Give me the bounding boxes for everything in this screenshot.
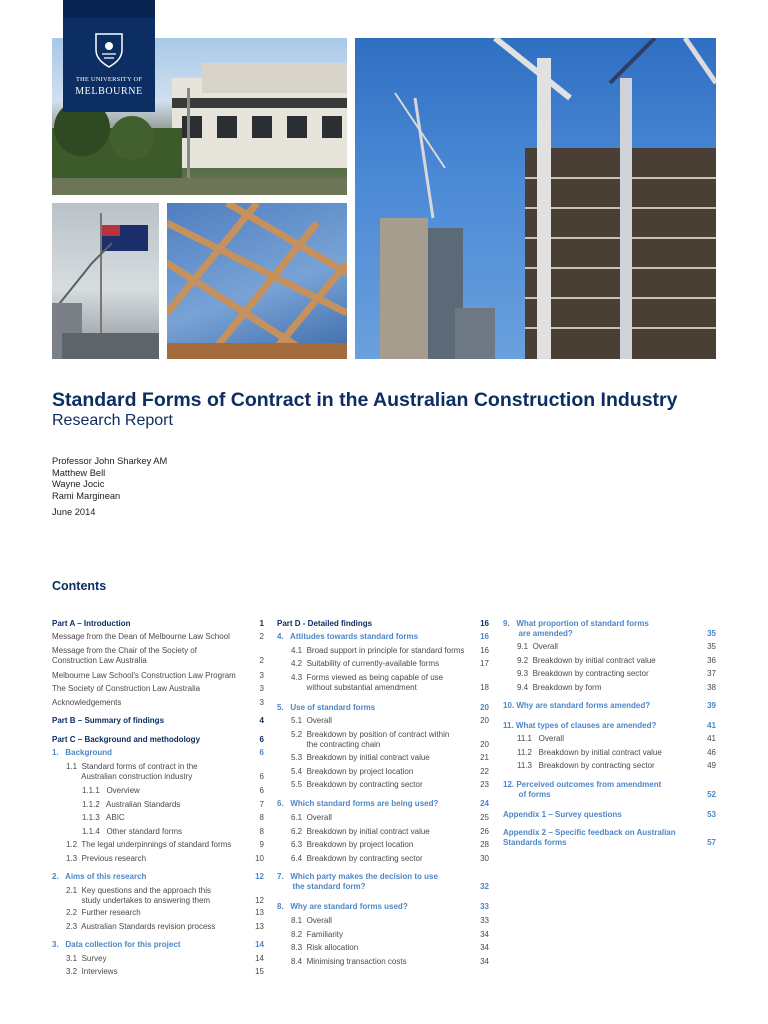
toc-page-number: 38 xyxy=(707,683,716,692)
toc-page-number: 41 xyxy=(707,721,716,730)
toc-page-number: 13 xyxy=(255,908,264,917)
toc-page-number: 26 xyxy=(480,827,489,836)
logo-top-strip xyxy=(63,0,155,18)
logo-line-1: THE UNIVERSITY OF xyxy=(75,76,143,83)
toc-page-number: 6 xyxy=(259,786,264,795)
toc-entry-title: Part C – Background and methodology xyxy=(52,735,201,744)
toc-entry-title: Acknowledgements xyxy=(52,698,122,707)
toc-entry-title: 1. Background xyxy=(52,748,113,757)
toc-entry-title: 9.1 Overall xyxy=(517,642,558,651)
toc-page-number: 1 xyxy=(259,619,264,628)
toc-entry-title: 9. What proportion of standard forms are amended? xyxy=(503,619,649,638)
toc-entry-title: 2.1 Key questions and the approach this study undertakes to answering them xyxy=(66,886,211,905)
toc-entry-title: 3.2 Interviews xyxy=(66,967,118,976)
toc-page-number: 10 xyxy=(255,854,264,863)
toc-entry-title-cont: the standard form? xyxy=(277,881,366,891)
toc-page-number: 33 xyxy=(480,902,489,911)
toc-page-number: 14 xyxy=(255,940,264,949)
toc-entry-title: The Society of Construction Law Australia xyxy=(52,684,201,693)
toc-entry-title: 7. Which party makes the decision to use the standard form? xyxy=(277,872,438,891)
toc-page-number: 41 xyxy=(707,734,716,743)
toc-entry-title: 1.1.4 Other standard forms xyxy=(82,827,183,836)
contents-heading: Contents xyxy=(52,579,107,593)
toc-page-number: 28 xyxy=(480,840,489,849)
toc-page-number: 12 xyxy=(255,895,264,905)
toc-page-number: 3 xyxy=(259,698,264,707)
toc-entry-title: 6.2 Breakdown by initial contract value xyxy=(291,827,430,836)
toc-page-number: 4 xyxy=(259,716,264,725)
toc-page-number: 6 xyxy=(259,771,264,781)
toc-entry-title: 2.2 Further research xyxy=(66,908,141,917)
toc-entry-title: 5.2 Breakdown by position of contract within the contracting chain xyxy=(291,730,450,749)
toc-entry-title: 3. Data collection for this project xyxy=(52,940,181,949)
toc-page-number: 2 xyxy=(259,655,264,665)
toc-page-number: 3 xyxy=(259,684,264,693)
toc-entry-title: 11.2 Breakdown by initial contract value xyxy=(517,748,662,757)
toc-entry-title: 11.3 Breakdown by contracting sector xyxy=(517,761,655,770)
toc-page-number: 32 xyxy=(480,881,489,891)
toc-page-number: 33 xyxy=(480,916,489,925)
toc-page-number: 35 xyxy=(707,642,716,651)
toc-page-number: 53 xyxy=(707,810,716,819)
toc-page-number: 17 xyxy=(480,659,489,668)
logo-line-2: MELBOURNE xyxy=(75,86,143,97)
toc-entry-title: 8.2 Familiarity xyxy=(291,930,344,939)
toc-page-number: 8 xyxy=(259,827,264,836)
toc-entry-title-cont: of forms xyxy=(503,789,551,799)
toc-page-number: 7 xyxy=(259,800,264,809)
toc-page-number: 12 xyxy=(255,872,264,881)
toc-page-number: 25 xyxy=(480,813,489,822)
toc-entry-title: 1.1 Standard forms of contract in the Australian construction industry xyxy=(66,762,198,781)
toc-entry-title: 5.3 Breakdown by initial contract value xyxy=(291,753,430,762)
toc-page-number: 39 xyxy=(707,701,716,710)
toc-page-number: 3 xyxy=(259,671,264,680)
toc-page-number: 20 xyxy=(480,716,489,725)
toc-entry-title: 8.1 Overall xyxy=(291,916,332,925)
toc-entry-title-cont: Australian construction industry xyxy=(66,771,193,781)
toc-entry-title: 4.3 Forms viewed as being capable of use without substantial amendment xyxy=(291,673,444,692)
toc-page-number: 57 xyxy=(707,837,716,847)
toc-entry-title: 11.1 Overall xyxy=(517,734,564,743)
toc-page-number: 9 xyxy=(259,840,264,849)
toc-entry-title: 8.3 Risk allocation xyxy=(291,943,359,952)
report-subtitle: Research Report xyxy=(52,412,173,429)
toc-entry-title: 10. Why are standard forms amended? xyxy=(503,701,651,710)
toc-entry-title: 1.3 Previous research xyxy=(66,854,147,863)
toc-entry-title: 5. Use of standard forms xyxy=(277,703,376,712)
toc-entry-title: 1.2 The legal underpinnings of standard forms xyxy=(66,840,232,849)
toc-entry-title: 6.4 Breakdown by contracting sector xyxy=(291,854,423,863)
toc-page-number: 34 xyxy=(480,957,489,966)
toc-page-number: 13 xyxy=(255,922,264,931)
toc-page-number: 16 xyxy=(480,632,489,641)
toc-page-number: 36 xyxy=(707,656,716,665)
toc-entry-title: 3.1 Survey xyxy=(66,954,107,963)
toc-page-number: 52 xyxy=(707,789,716,799)
author-list xyxy=(52,456,167,502)
toc-entry-title-cont: without substantial amendment xyxy=(291,682,417,692)
toc-entry-title-cont: Construction Law Australia xyxy=(52,655,147,665)
toc-page-number: 24 xyxy=(480,799,489,808)
author-name: Rami Marginean xyxy=(52,490,121,501)
author-name: Matthew Bell xyxy=(52,467,106,478)
crest-icon xyxy=(94,32,124,68)
toc-page-number: 30 xyxy=(480,854,489,863)
toc-page-number: 16 xyxy=(480,619,489,628)
toc-page-number: 20 xyxy=(480,739,489,749)
toc-page-number: 14 xyxy=(255,954,264,963)
toc-page-number: 46 xyxy=(707,748,716,757)
toc-entry-title: 2.3 Australian Standards revision process xyxy=(66,922,216,931)
author-name: Professor John Sharkey AM xyxy=(52,456,168,466)
toc-entry-title: Message from the Dean of Melbourne Law School xyxy=(52,632,230,641)
toc-page-number: 20 xyxy=(480,703,489,712)
toc-page-number: 35 xyxy=(707,628,716,638)
toc-entry-title: 6. Which standard forms are being used? xyxy=(277,799,439,808)
publication-date: June 2014 xyxy=(52,507,96,517)
toc-entry-title: Appendix 2 – Specific feedback on Australian Standards forms xyxy=(503,828,676,847)
toc-entry-title: 4.1 Broad support in principle for standard forms xyxy=(291,646,465,655)
toc-entry-title: 1.1.2 Australian Standards xyxy=(82,800,181,809)
author-name: Wayne Jocic xyxy=(52,479,105,490)
report-title: Standard Forms of Contract in the Australian Construction Industry xyxy=(52,389,678,411)
toc-entry-title: Melbourne Law School's Construction Law Program xyxy=(52,671,236,680)
toc-entry-title-cont: study undertakes to answering them xyxy=(66,895,211,905)
toc-entry-title-cont: the contracting chain xyxy=(291,739,381,749)
toc-entry-title: 9.2 Breakdown by initial contract value xyxy=(517,656,656,665)
toc-entry-title: 11. What types of clauses are amended? xyxy=(503,721,657,730)
toc-entry-title: 8.4 Minimising transaction costs xyxy=(291,957,407,966)
university-logo xyxy=(63,0,155,112)
toc-entry-title: 4.2 Suitability of currently-available forms xyxy=(291,659,440,668)
toc-page-number: 15 xyxy=(255,967,264,976)
toc-entry-title: 6.3 Breakdown by project location xyxy=(291,840,414,849)
toc-entry-title: 4. Attitudes towards standard forms xyxy=(277,632,419,641)
toc-page-number: 18 xyxy=(480,682,489,692)
toc-entry-title: 5.5 Breakdown by contracting sector xyxy=(291,780,423,789)
toc-entry-title: 9.3 Breakdown by contracting sector xyxy=(517,669,649,678)
roof-trusses-photo xyxy=(167,203,347,359)
toc-page-number: 21 xyxy=(480,753,489,762)
toc-page-number: 49 xyxy=(707,761,716,770)
toc-entry-title: 6.1 Overall xyxy=(291,813,332,822)
toc-page-number: 37 xyxy=(707,669,716,678)
toc-page-number: 34 xyxy=(480,930,489,939)
toc-entry-title: 1.1.1 Overview xyxy=(82,786,140,795)
toc-page-number: 2 xyxy=(259,632,264,641)
toc-page-number: 8 xyxy=(259,813,264,822)
construction-towers-photo xyxy=(355,38,716,359)
toc-entry-title: 5.1 Overall xyxy=(291,716,332,725)
toc-entry-title: 2. Aims of this research xyxy=(52,872,147,881)
toc-page-number: 16 xyxy=(480,646,489,655)
toc-page-number: 6 xyxy=(259,748,264,757)
toc-entry-title: Part A – Introduction xyxy=(52,619,131,628)
toc-entry-title: Message from the Chair of the Society of Construction Law Australia xyxy=(52,646,197,665)
toc-entry-title: 5.4 Breakdown by project location xyxy=(291,767,414,776)
toc-entry-title: Part B – Summary of findings xyxy=(52,716,165,725)
toc-entry-title: Appendix 1 – Survey questions xyxy=(503,810,622,819)
toc-entry-title-cont: are amended? xyxy=(503,628,573,638)
toc-entry-title: 1.1.3 ABIC xyxy=(82,813,125,822)
toc-entry-title: 9.4 Breakdown by form xyxy=(517,683,602,692)
toc-entry-title: Part D - Detailed findings xyxy=(277,619,373,628)
toc-page-number: 34 xyxy=(480,943,489,952)
toc-page-number: 6 xyxy=(259,735,264,744)
toc-page-number: 22 xyxy=(480,767,489,776)
toc-page-number: 23 xyxy=(480,780,489,789)
toc-entry-title: 8. Why are standard forms used? xyxy=(277,902,408,911)
toc-entry-title-cont: Standards forms xyxy=(503,837,567,847)
flag-crane-photo xyxy=(52,203,159,359)
toc-entry-title: 12. Perceived outcomes from amendment of forms xyxy=(503,780,662,799)
